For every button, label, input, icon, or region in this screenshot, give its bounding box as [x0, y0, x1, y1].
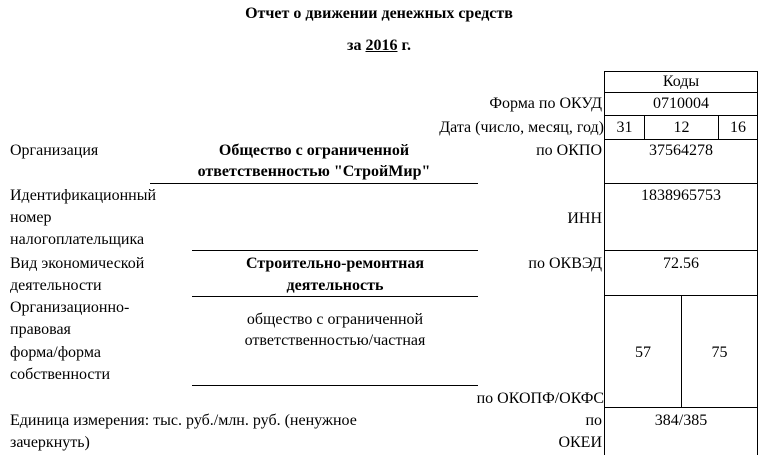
inn-block-label-1: Идентификационный	[10, 187, 157, 204]
inn-value: 1838965753	[641, 187, 721, 204]
okfs-value: 75	[711, 344, 728, 361]
period-suffix: г.	[401, 37, 411, 54]
okud-value: 0710004	[653, 95, 709, 112]
codes-row-line	[604, 407, 758, 408]
legal-form-value-2: ответственностью/частная	[244, 332, 426, 349]
org-name-2: ответственностью "СтройМир"	[197, 163, 431, 180]
legal-form-underline	[192, 385, 478, 386]
activity-label-2: деятельности	[10, 277, 102, 294]
codes-row-line	[604, 250, 758, 251]
inn-block-label-2: номер	[10, 209, 52, 226]
org-underline	[150, 183, 478, 184]
okopf-label: по ОКОПФ/ОКФС	[476, 390, 604, 407]
legal-form-label-3: форма/форма	[10, 344, 101, 361]
org-name-1: Общество с ограниченной	[218, 142, 410, 159]
date-label: Дата (число, месяц, год)	[439, 119, 604, 136]
inn-label: ИНН	[567, 210, 602, 227]
okei-value: 384/385	[654, 412, 708, 429]
codes-header: Коды	[662, 73, 700, 90]
codes-row-line	[604, 139, 758, 140]
okei-label-2: ОКЕИ	[558, 434, 602, 451]
okud-label: Форма по ОКУД	[489, 95, 602, 112]
legal-form-label-4: собственности	[10, 366, 111, 383]
activity-label-1: Вид экономической	[10, 255, 145, 272]
unit-label-1: Единица измерения: тыс. руб./млн. руб. (ненужное	[10, 412, 357, 429]
period-year: 2016	[365, 37, 398, 54]
legal-form-label-2: правовая	[10, 321, 71, 338]
okpo-label: по ОКПО	[536, 142, 602, 159]
codes-row-line	[604, 183, 758, 184]
date-year: 16	[730, 119, 746, 136]
inn-underline	[192, 250, 478, 251]
okei-label-1: по	[585, 412, 602, 429]
org-label: Организация	[10, 142, 99, 159]
legal-form-value-1: общество с ограниченной	[246, 311, 424, 328]
okpo-value: 37564278	[649, 142, 713, 159]
unit-label-2: зачеркнуть)	[10, 434, 90, 451]
legal-form-label-1: Организационно-	[10, 299, 130, 316]
inn-block-label-3: налогоплательщика	[10, 231, 145, 248]
okved-label: по ОКВЭД	[528, 255, 602, 272]
report-period	[0, 36, 758, 56]
period-prefix: за	[347, 37, 362, 54]
date-month: 12	[673, 119, 690, 136]
activity-value-2: деятельность	[286, 277, 384, 294]
codes-row-line	[604, 92, 758, 93]
codes-row-line	[604, 115, 758, 116]
date-day: 31	[616, 119, 633, 136]
okved-value: 72.56	[663, 255, 699, 272]
activity-value-1: Строительно-ремонтная	[245, 255, 425, 272]
activity-underline	[192, 296, 478, 297]
report-title: Отчет о движении денежных средств	[245, 5, 513, 22]
okopf-value: 57	[635, 344, 651, 361]
